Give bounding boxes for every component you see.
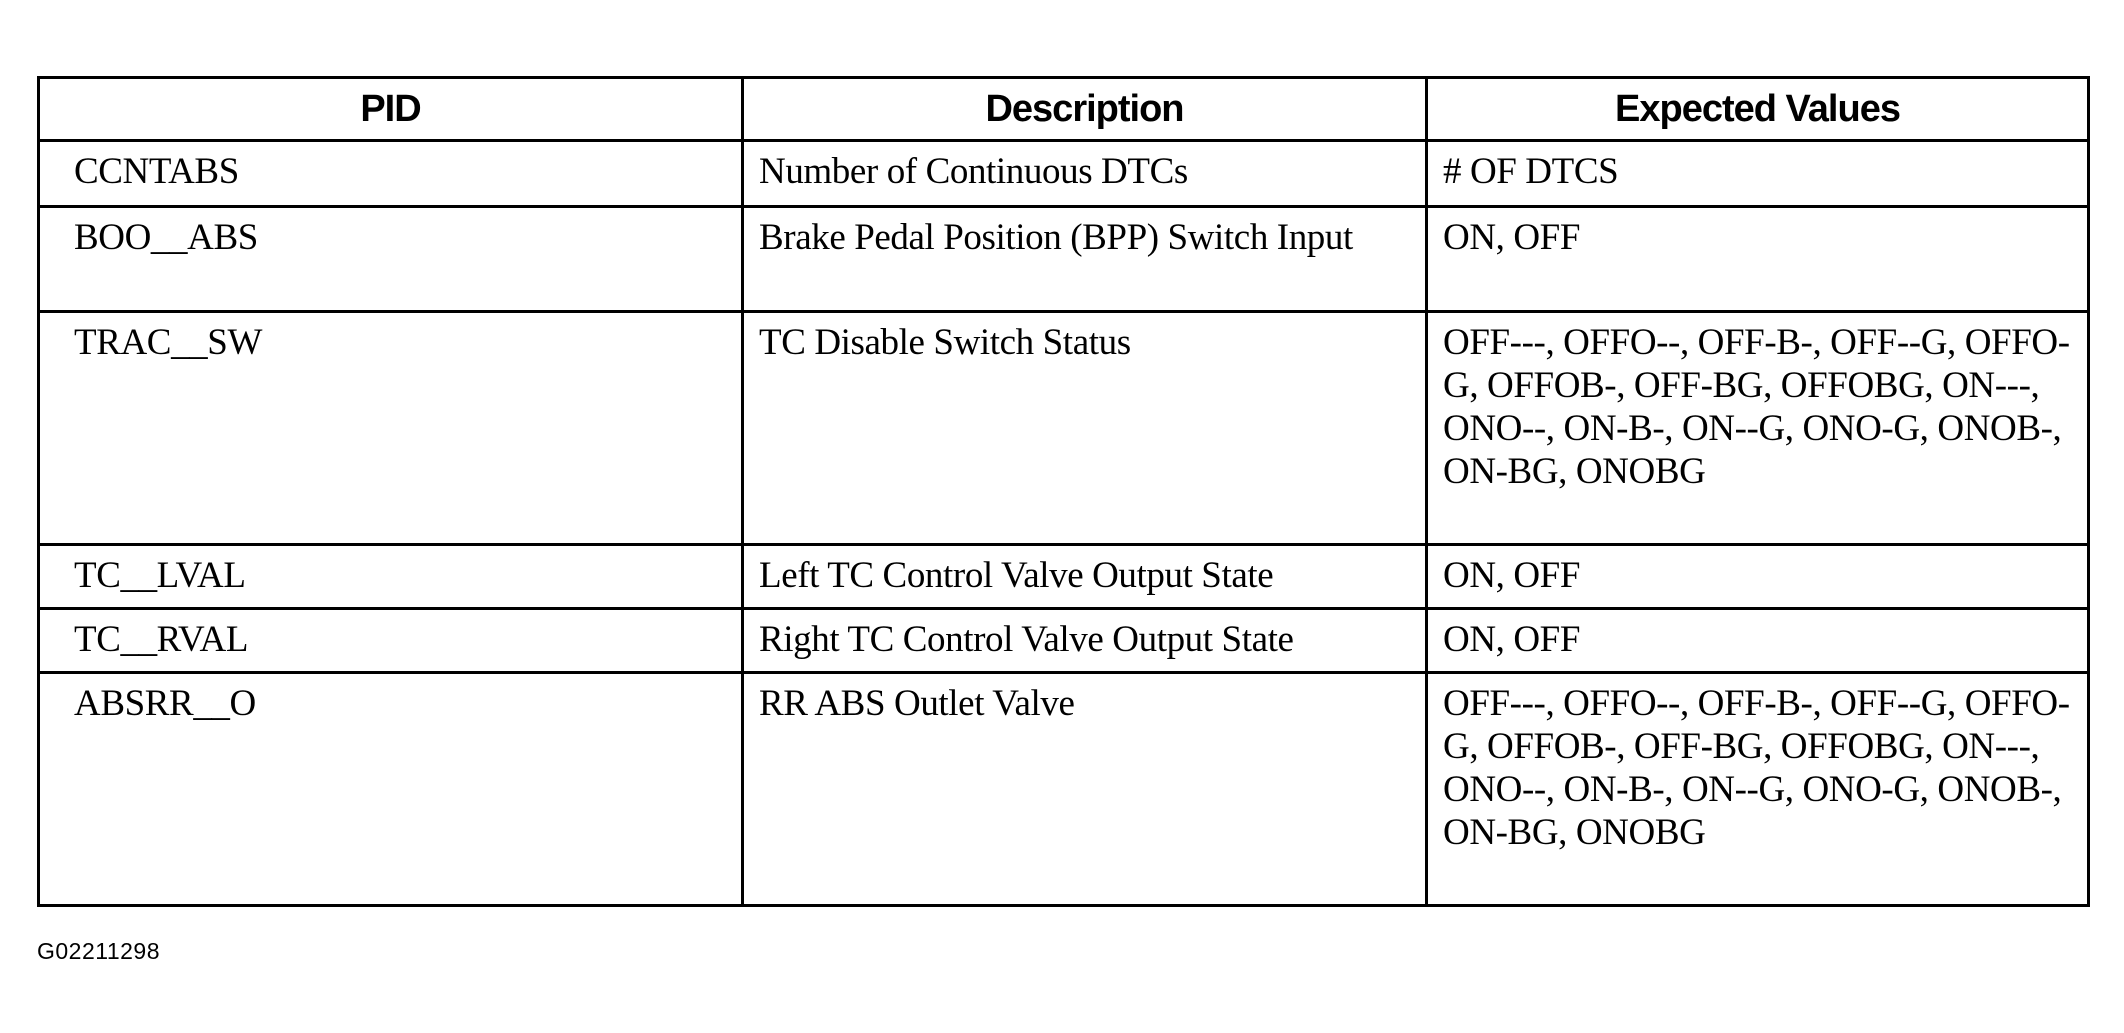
table-row — [39, 141, 2089, 207]
pid-cell: ABSRR__O — [39, 673, 743, 906]
table-row — [39, 673, 2089, 906]
expected-values-cell: OFF---, OFFO--, OFF-B-, OFF--G, OFFO-G, OFFOB-, OFF-BG, OFFOBG, ON---, ONO--, ON-B-, ON--G, ONO-G, ONOB-, ON-BG, ONOBG — [1427, 312, 2089, 545]
header-expected-values: Expected Values — [1427, 78, 2089, 141]
description-cell: Brake Pedal Position (BPP) Switch Input — [743, 207, 1427, 312]
header-description: Description — [743, 78, 1427, 141]
header-pid: PID — [39, 78, 743, 141]
description-cell: Number of Continuous DTCs — [743, 141, 1427, 207]
figure-id: G02211298 — [37, 938, 161, 964]
expected-values-cell: ON, OFF — [1427, 609, 2089, 673]
pid-cell: CCNTABS — [39, 141, 743, 207]
pid-table — [37, 76, 2090, 907]
table-row — [39, 545, 2089, 609]
expected-values-cell: # OF DTCS — [1427, 141, 2089, 207]
table-row — [39, 609, 2089, 673]
description-cell: TC Disable Switch Status — [743, 312, 1427, 545]
table-row — [39, 207, 2089, 312]
expected-values-cell: ON, OFF — [1427, 207, 2089, 312]
description-cell: Left TC Control Valve Output State — [743, 545, 1427, 609]
expected-values-cell: OFF---, OFFO--, OFF-B-, OFF--G, OFFO-G, OFFOB-, OFF-BG, OFFOBG, ON---, ONO--, ON-B-, ON--G, ONO-G, ONOB-, ON-BG, ONOBG — [1427, 673, 2089, 906]
pid-cell: TRAC__SW — [39, 312, 743, 545]
description-cell: RR ABS Outlet Valve — [743, 673, 1427, 906]
pid-cell: TC__RVAL — [39, 609, 743, 673]
pid-cell: TC__LVAL — [39, 545, 743, 609]
table-row — [39, 312, 2089, 545]
pid-cell: BOO__ABS — [39, 207, 743, 312]
expected-values-cell: ON, OFF — [1427, 545, 2089, 609]
header-row — [39, 78, 2089, 141]
description-cell: Right TC Control Valve Output State — [743, 609, 1427, 673]
